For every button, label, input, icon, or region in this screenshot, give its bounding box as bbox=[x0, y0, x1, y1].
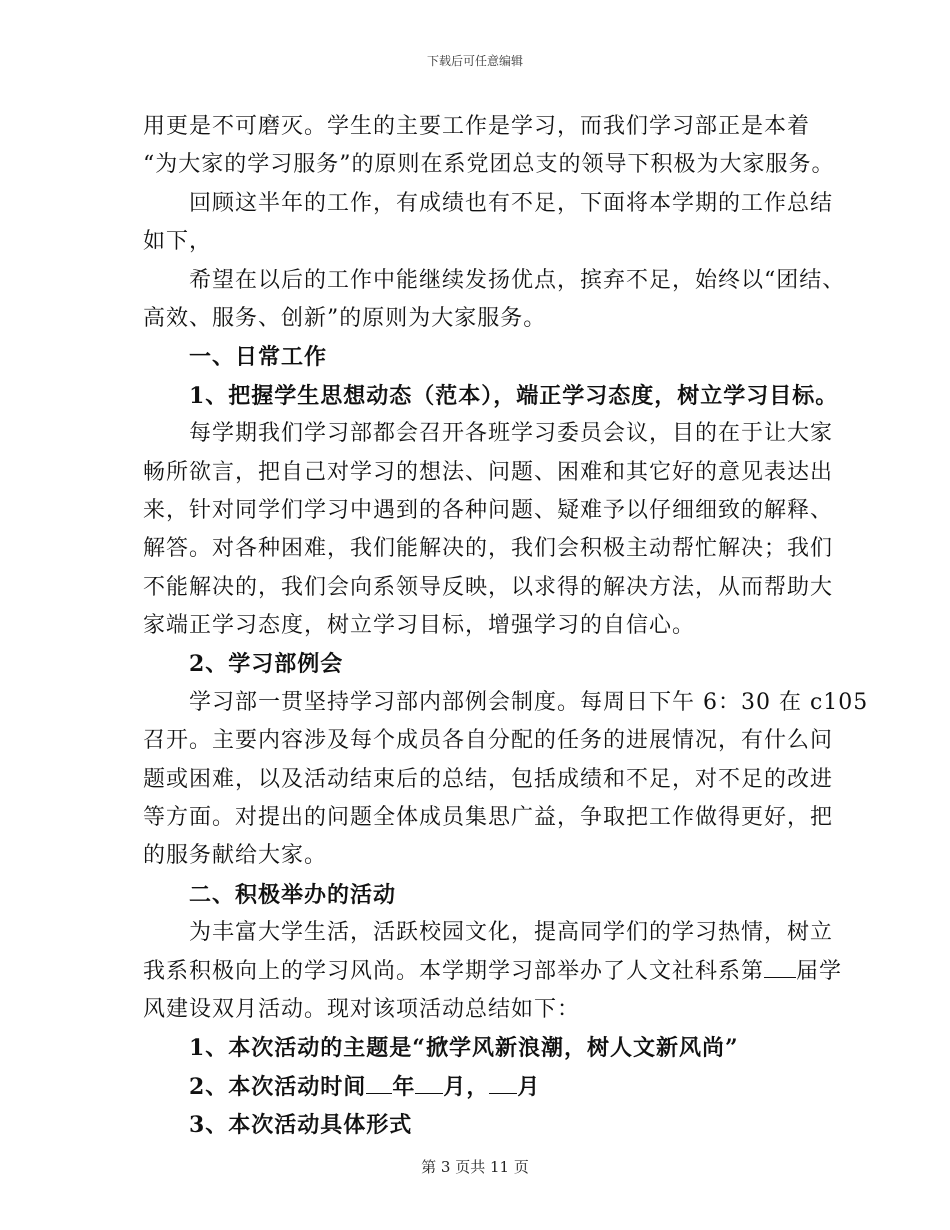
heading-text: 2、本次活动时间 bbox=[189, 1073, 367, 1100]
paragraph-line: 回顾这半年的工作，有成绩也有不足，下面将本学期的工作总结 bbox=[189, 190, 834, 216]
paragraph-line: 题或困难，以及活动结束后的总结，包括成绩和不足，对不足的改进 bbox=[143, 766, 834, 792]
paragraph-line: 高效、服务、创新”的原则为大家服务。 bbox=[143, 305, 547, 331]
fill-blank bbox=[415, 1069, 443, 1094]
paragraph-line: “为大家的学习服务”的原则在系党团总支的领导下积极为大家服务。 bbox=[143, 152, 835, 178]
subsection-heading: 2、学习部例会 bbox=[189, 651, 344, 678]
fill-blank bbox=[489, 1069, 517, 1094]
paragraph-line: 为丰富大学生活，活跃校园文化，提高同学们的学习热情，树立 bbox=[189, 920, 834, 946]
paragraph-line: 等方面。对提出的问题全体成员集思广益，争取把工作做得更好，把 bbox=[143, 805, 834, 831]
subsection-heading: 1、把握学生思想动态（范本），端正学习态度，树立学习目标。 bbox=[189, 382, 839, 409]
fill-blank bbox=[764, 953, 796, 978]
section-heading: 二、积极举办的活动 bbox=[189, 881, 397, 908]
page-header: 下载后可任意编辑 bbox=[426, 54, 523, 68]
heading-text: 月 bbox=[517, 1073, 541, 1100]
heading-text: 月， bbox=[443, 1073, 490, 1100]
paragraph-line: 如下， bbox=[143, 229, 213, 255]
paragraph-line: 解答。对各种困难，我们能解决的，我们会积极主动帮忙解决；我们 bbox=[143, 536, 834, 562]
section-heading: 一、日常工作 bbox=[189, 344, 328, 371]
subsection-heading: 3、本次活动具体形式 bbox=[189, 1112, 413, 1139]
paragraph-text: 届学 bbox=[796, 958, 843, 984]
subsection-heading: 1、本次活动的主题是“掀学风新浪潮，树人文新风尚” bbox=[189, 1035, 739, 1062]
page-footer: 第 3 页共 11 页 bbox=[421, 1158, 529, 1176]
paragraph-line: 学习部一贯坚持学习部内部例会制度。每周日下午 6：30 在 c105 bbox=[189, 689, 869, 715]
paragraph-line: 希望在以后的工作中能继续发扬优点，摈弃不足，始终以“团结、 bbox=[189, 267, 846, 293]
document-body bbox=[143, 108, 869, 1145]
paragraph-line: 风建设双月活动。现对该项活动总结如下： bbox=[143, 996, 581, 1022]
paragraph-line: 家端正学习态度，树立学习目标，增强学习的自信心。 bbox=[143, 613, 696, 639]
paragraph-line: 来，针对同学们学习中遇到的各种问题、疑难予以仔细细致的解释、 bbox=[143, 497, 834, 523]
paragraph-line: 用更是不可磨灭。学生的主要工作是学习，而我们学习部正是本着 bbox=[143, 114, 811, 139]
heading-text: 年 bbox=[392, 1073, 416, 1100]
paragraph-line: 召开。主要内容涉及每个成员各自分配的任务的进展情况，有什么问 bbox=[143, 728, 834, 754]
paragraph-line: 不能解决的，我们会向系领导反映，以求得的解决方法，从而帮助大 bbox=[143, 574, 834, 600]
paragraph-line: 每学期我们学习部都会召开各班学习委员会议，目的在于让大家 bbox=[189, 421, 834, 447]
paragraph-line bbox=[143, 953, 843, 991]
subsection-heading bbox=[143, 1068, 807, 1106]
fill-blank bbox=[366, 1069, 392, 1094]
paragraph-text: 我系积极向上的学习风尚。本学期学习部举办了人文社科系第 bbox=[143, 958, 765, 984]
paragraph-line: 的服务献给大家。 bbox=[143, 843, 328, 869]
paragraph-line: 畅所欲言，把自己对学习的想法、问题、困难和其它好的意见表达出 bbox=[143, 459, 834, 485]
